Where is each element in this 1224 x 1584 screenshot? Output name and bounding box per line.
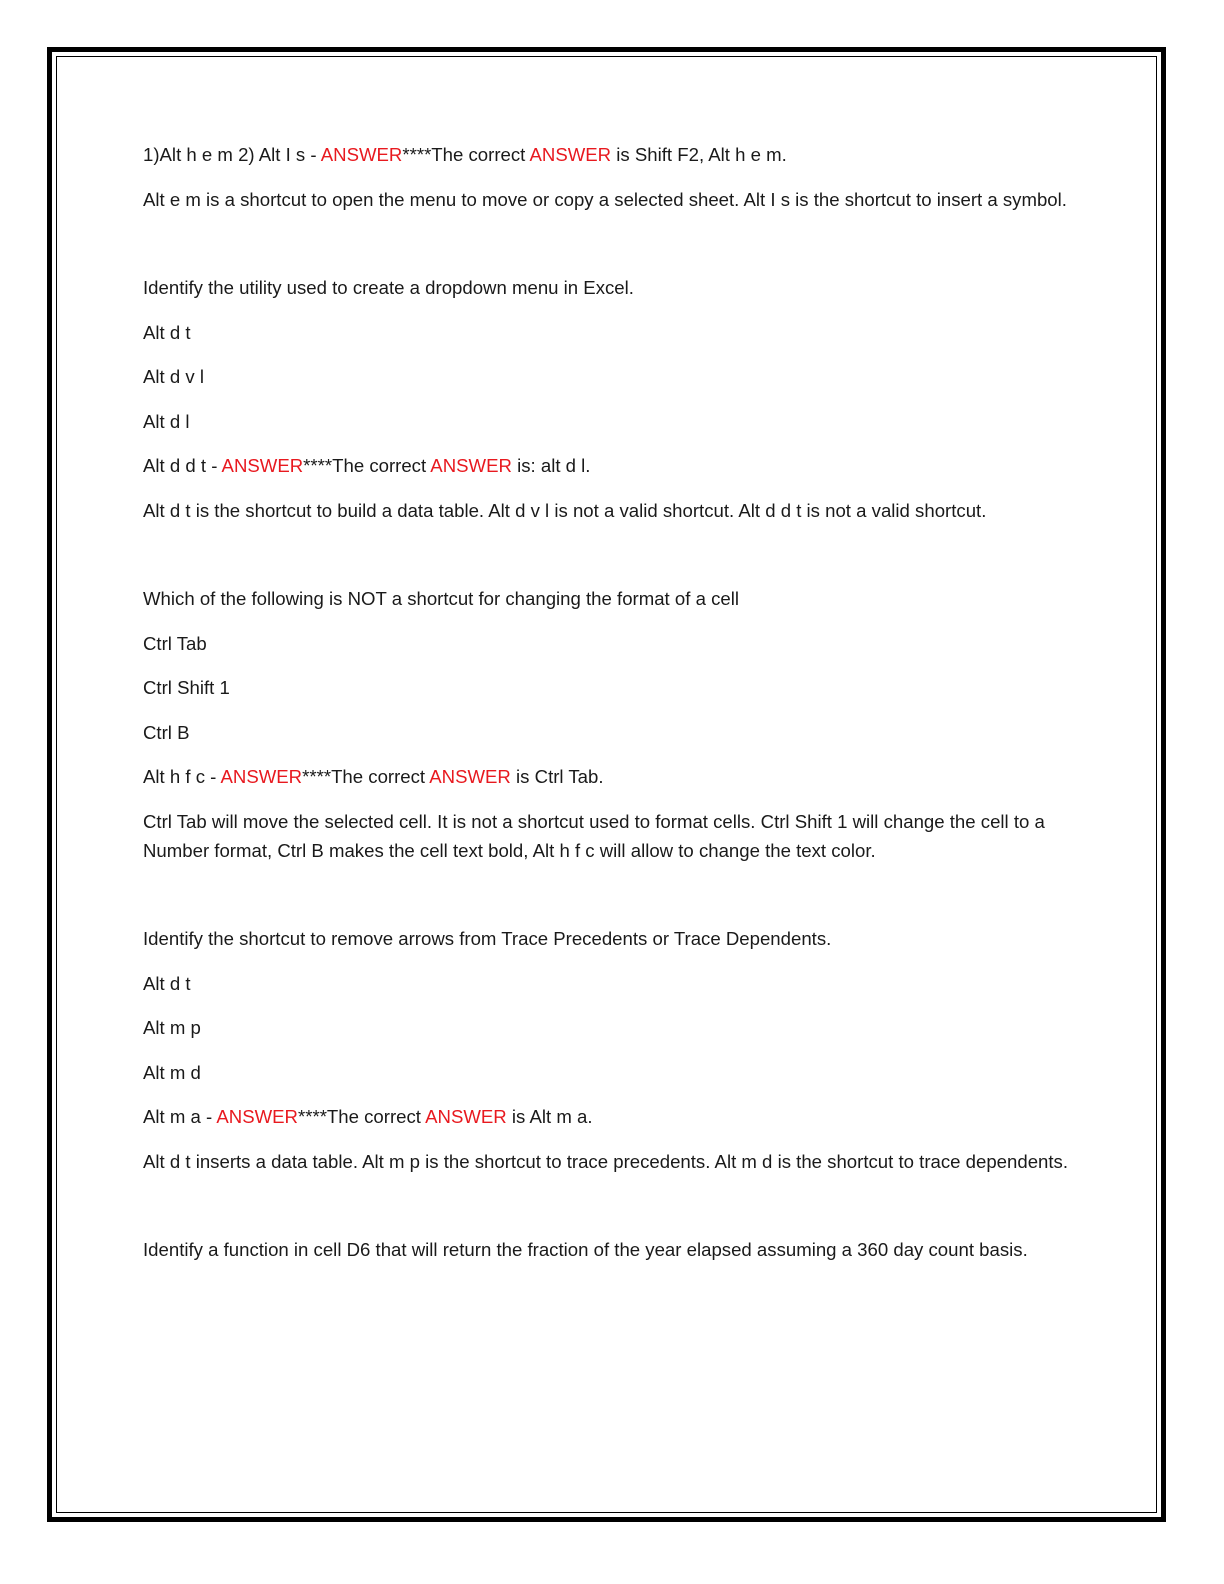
- q4-answer-suffix: is Alt m a.: [506, 1106, 593, 1127]
- q2-option: Alt d t: [143, 321, 191, 343]
- q2-question: Identify the utility used to create a dropdown menu in Excel.: [143, 277, 634, 298]
- q2-option: Alt d v l: [143, 366, 204, 387]
- q2-option: Alt d l: [143, 410, 190, 432]
- q4-answer-prefix: Alt m a -: [143, 1106, 217, 1127]
- q2-answer-keyword-1: ANSWER: [221, 455, 304, 476]
- q3-answer-keyword-2: ANSWER: [429, 766, 511, 787]
- spacer: [143, 1191, 1078, 1235]
- q3-explanation: Ctrl Tab will move the selected cell. It is not a shortcut used to format cells. Ctrl Shift 1 will change the cell to a Number format, Ctrl B makes the cell text bold, Alt h f c will allow to change the text color.: [143, 810, 1045, 861]
- q4-answer-keyword-1: ANSWER: [216, 1106, 298, 1127]
- q2-answer-line: [143, 451, 1078, 480]
- spacer: [143, 229, 1078, 273]
- q5-question: Identify a function in cell D6 that will return the fraction of the year elapsed assuming a 360 day count basis.: [143, 1239, 1028, 1260]
- q3-answer-line: [143, 762, 1078, 791]
- document-body: [143, 140, 1078, 1280]
- spacer: [143, 540, 1078, 584]
- q3-option: Ctrl B: [143, 721, 190, 743]
- q2-answer-suffix: is: alt d l.: [511, 455, 591, 476]
- q1-explanation: Alt e m is a shortcut to open the menu to move or copy a selected sheet. Alt I s is the shortcut to insert a symbol.: [143, 188, 1067, 210]
- q2-answer-keyword-2: ANSWER: [430, 455, 512, 476]
- q4-option: Alt m d: [143, 1061, 201, 1083]
- q4-answer-line: [143, 1102, 1078, 1131]
- q3-option: Ctrl Tab: [143, 632, 207, 654]
- q3-answer-suffix: is Ctrl Tab.: [510, 766, 604, 787]
- q2-answer-middle: ****The correct: [303, 455, 431, 476]
- q1-answer-suffix: is Shift F2, Alt h e m.: [611, 144, 787, 165]
- q4-answer-middle: ****The correct: [297, 1106, 426, 1127]
- q4-answer-keyword-2: ANSWER: [425, 1106, 507, 1127]
- q1-answer-middle: ****The correct: [402, 144, 530, 165]
- spacer: [143, 880, 1078, 924]
- q1-answer-line: [143, 140, 1078, 169]
- q1-answer-keyword-1: ANSWER: [320, 144, 403, 165]
- q3-answer-keyword-1: ANSWER: [220, 766, 303, 787]
- q3-option: Ctrl Shift 1: [143, 677, 230, 698]
- q3-answer-middle: ****The correct: [302, 766, 430, 787]
- q2-answer-prefix: Alt d d t -: [143, 455, 222, 476]
- q4-question: Identify the shortcut to remove arrows from Trace Precedents or Trace Dependents.: [143, 928, 832, 949]
- q1-answer-keyword-2: ANSWER: [529, 144, 612, 165]
- q4-option: Alt m p: [143, 1017, 201, 1038]
- q4-option: Alt d t: [143, 972, 191, 994]
- q4-explanation: Alt d t inserts a data table. Alt m p is the shortcut to trace precedents. Alt m d is the shortcut to trace dependents.: [143, 1150, 1069, 1172]
- q3-answer-prefix: Alt h f c -: [143, 766, 221, 787]
- q3-question: Which of the following is NOT a shortcut for changing the format of a cell: [143, 588, 739, 609]
- q1-answer-prefix: 1)Alt h e m 2) Alt I s -: [143, 144, 321, 165]
- q2-explanation: Alt d t is the shortcut to build a data table. Alt d v l is not a valid shortcut. Alt d d t is not a valid shortcut.: [143, 499, 987, 521]
